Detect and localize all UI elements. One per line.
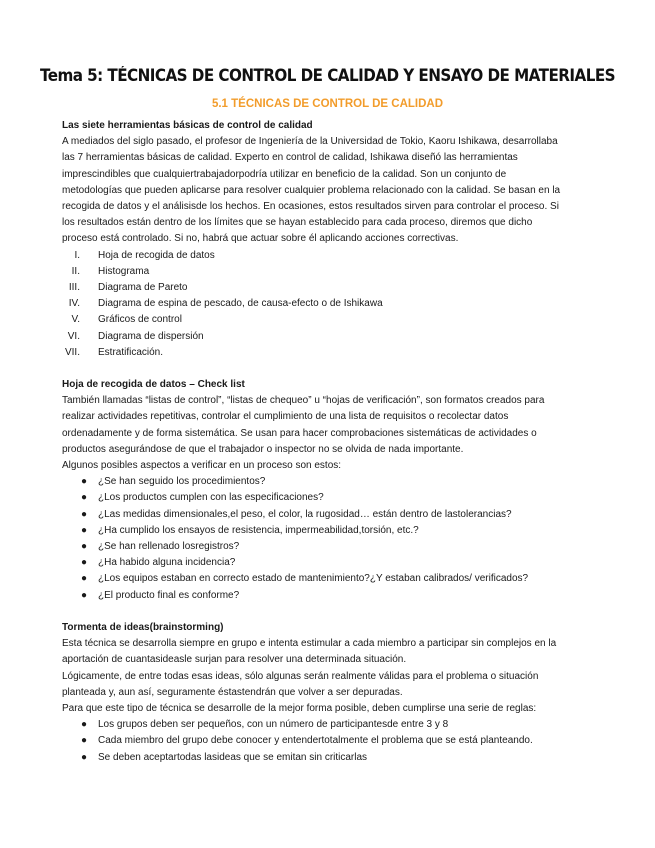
list-item <box>62 248 602 264</box>
list-number: III. <box>68 282 80 294</box>
bullet-text: ¿El producto final es conforme? <box>98 589 240 601</box>
list-item-label: Diagrama de Pareto <box>98 282 188 294</box>
bullet-item <box>62 571 602 587</box>
bullet-item <box>62 588 602 604</box>
text-line: Lógicamente, de entre todas esas ideas, sólo algunas serán realmente válidas para el problema o situación <box>62 670 539 682</box>
bullet-item <box>62 523 602 539</box>
list-item <box>62 296 602 312</box>
list-number: VI. <box>67 330 80 342</box>
bullet-item <box>62 555 602 571</box>
text-line: proceso está controlado. Si no, habrá que actuar sobre él aplicando acciones correctivas. <box>62 233 459 245</box>
bullet-item <box>62 717 602 733</box>
list-item-label: Histograma <box>98 265 150 277</box>
list-item <box>62 345 602 361</box>
paragraph-brainstorming <box>62 636 602 717</box>
bullet-text: Cada miembro del grupo debe conocer y entendertotalmente el problema que se está planteando. <box>98 735 533 747</box>
bullet-text: Se deben aceptartodas lasideas que se emitan sin criticarlas <box>98 751 368 763</box>
text-line: A mediados del siglo pasado, el profesor de Ingeniería de la Universidad de Tokio, Kaoru Ishikawa, desarrollaba <box>62 136 558 148</box>
list-item-label: Gráficos de control <box>98 314 182 326</box>
text-line: productos asegurándose de que el trabajador o inspector no se olvida de nada importante. <box>62 443 464 455</box>
text-line: los resultados están dentro de los límites que se hayan establecido para cada proceso, diremos que dicho <box>62 217 533 229</box>
list-item <box>62 280 602 296</box>
list-number: IV. <box>68 298 80 310</box>
tools-list <box>62 248 602 361</box>
section-subtitle: 5.1 TÉCNICAS DE CONTROL DE CALIDAD <box>211 98 444 110</box>
bullet-icon: ● <box>81 573 88 585</box>
bullet-icon: ● <box>81 751 88 763</box>
bullet-icon: ● <box>81 508 88 520</box>
paragraph-checklist <box>62 393 602 474</box>
bullet-item <box>62 490 602 506</box>
list-number: I. <box>74 249 80 261</box>
bullet-icon: ● <box>81 557 88 569</box>
text-line: metodologías que pueden aplicarse para resolver cualquier problema relacionado con la calidad. Se basan en la <box>62 184 561 196</box>
bullet-icon: ● <box>81 735 88 747</box>
bullet-text: ¿Los equipos estaban en correcto estado de mantenimiento?¿Y estaban calibrados/ verificados? <box>98 573 529 585</box>
bullet-icon: ● <box>81 541 88 553</box>
text-line: Esta técnica se desarrolla siempre en grupo e intenta estimular a cada miembro a participar sin complejos en la <box>62 638 557 650</box>
bullet-text: Los grupos deben ser pequeños, con un número de participantesde entre 3 y 8 <box>98 719 449 731</box>
bullet-item <box>62 474 602 490</box>
text-line: También llamadas “listas de control”, “listas de chequeo” u “hojas de verificación”, son formatos creados para <box>62 395 545 407</box>
list-item-label: Diagrama de espina de pescado, de causa-efecto o de Ishikawa <box>98 298 383 310</box>
bullet-icon: ● <box>81 589 88 601</box>
page-title: Tema 5: TÉCNICAS DE CONTROL DE CALIDAD Y ENSAYO DE MATERIALES <box>39 66 616 85</box>
bullet-text: ¿Ha cumplido los ensayos de resistencia, impermeabilidad,torsión, etc.? <box>98 524 419 536</box>
bullet-icon: ● <box>81 524 88 536</box>
bullet-text: ¿Se han seguido los procedimientos? <box>98 476 266 488</box>
section-heading-tools: Las siete herramientas básicas de control de calidad <box>62 120 313 131</box>
document-body <box>62 118 602 766</box>
text-line: ordenadamente y de forma sistemática. Se usan para hacer comprobaciones sistemáticas de actividades o <box>62 427 537 439</box>
bullet-icon: ● <box>81 476 88 488</box>
section-heading-brainstorming: Tormenta de ideas(brainstorming) <box>62 621 224 633</box>
bullet-item <box>62 733 602 749</box>
list-number: II. <box>71 265 80 277</box>
list-item-label: Hoja de recogida de datos <box>98 249 215 261</box>
text-line: realizar actividades repetitivas, controlar el cumplimiento de una lista de requisitos o recolectar datos <box>62 411 509 423</box>
section-heading-checklist: Hoja de recogida de datos – Check list <box>62 379 245 391</box>
checklist-bullets <box>62 474 602 604</box>
rules-bullets <box>62 717 602 766</box>
list-item-label: Diagrama de dispersión <box>98 330 204 342</box>
bullet-icon: ● <box>81 492 88 504</box>
text-line: Algunos posibles aspectos a verificar en un proceso son estos: <box>62 460 342 472</box>
bullet-text: ¿Las medidas dimensionales,el peso, el color, la rugosidad… están dentro de lastolerancias? <box>98 508 512 520</box>
bullet-text: ¿Se han rellenado losregistros? <box>98 541 240 553</box>
bullet-icon: ● <box>81 719 88 731</box>
bullet-item <box>62 507 602 523</box>
list-item <box>62 329 602 345</box>
text-line: Para que este tipo de técnica se desarrolle de la mejor forma posible, deben cumplirse una serie de reglas: <box>62 702 537 714</box>
text-line: recogida de datos y el análisisde los hechos. En ocasiones, estos resultados sirven para controlar el proceso. Si <box>62 201 559 213</box>
bullet-text: ¿Los productos cumplen con las especificaciones? <box>98 492 324 504</box>
list-item <box>62 264 602 280</box>
bullet-item <box>62 750 602 766</box>
text-line: las 7 herramientas básicas de calidad. Experto en control de calidad, Ishikawa diseñó las herramientas <box>62 152 518 164</box>
list-item-label: Estratificación. <box>98 346 164 358</box>
list-number: VII. <box>64 346 80 358</box>
text-line: planteada y, aun así, seguramente éstastendrán que volver a ser depuradas. <box>62 686 403 698</box>
list-item <box>62 312 602 328</box>
text-line: imprescindibles que cualquiertrabajadorpodría utilizar en beneficio de la calidad. Son un conjunto de <box>62 168 507 180</box>
paragraph-intro <box>62 134 602 247</box>
bullet-text: ¿Ha habido alguna incidencia? <box>98 557 236 569</box>
text-line: aportación de cuantasideasle surjan para resolver una determinada situación. <box>62 654 407 666</box>
list-number: V. <box>71 314 80 326</box>
bullet-item <box>62 539 602 555</box>
